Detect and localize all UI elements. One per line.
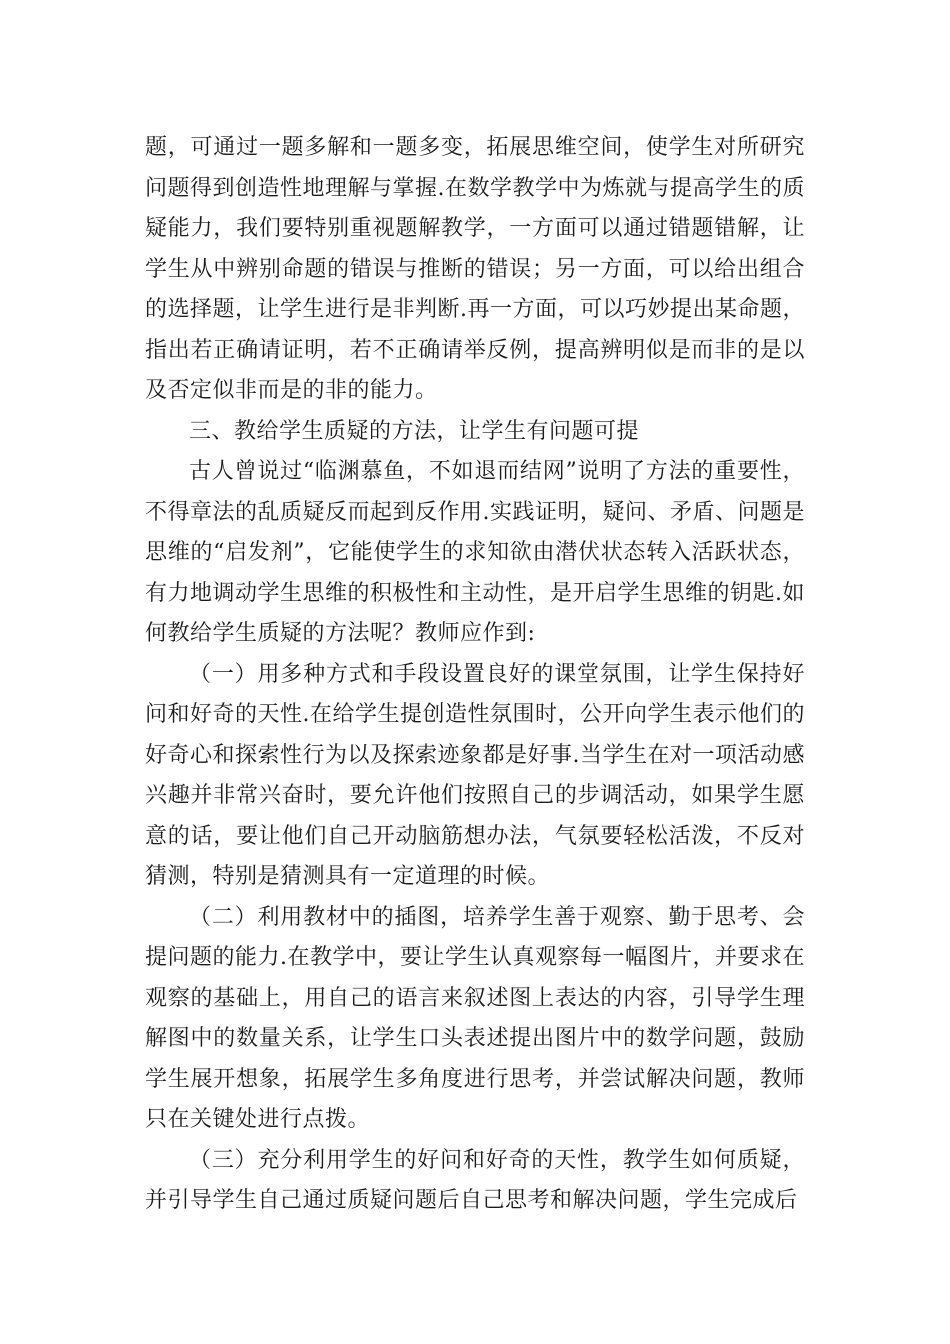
paragraph-method-importance: 古人曾说过“临渊慕鱼，不如退而结网”说明了方法的重要性，不得章法的乱质疑反而起到反作用.实践证明，疑问、矛盾、问题是思维的“启发剂”，它能使学生的求知欲由潜伏状态转入活跃状态，有力地调动学生思维的积极性和主动性，是开启学生思维的钥匙.如何教给学生质疑的方法呢？教师应作到: [145, 459, 805, 646]
paragraph-item-one: （一）用多种方式和手段设置良好的课堂氛围，让学生保持好问和好奇的天性.在给学生提创造性氛围时，公开向学生表示他们的好奇心和探索性行为以及探索迹象都是好事.当学生在对一项活动感兴趣并非常兴奋时，要允许他们按照自己的步调活动，如果学生愿意的话，要让他们自己开动脑筋想办法，气氛要轻松活泼，不反对猜测，特别是猜测具有一定道理的时候。 [145, 661, 805, 889]
paragraph-continuation: 题，可通过一题多解和一题多变，拓展思维空间，使学生对所研究问题得到创造性地理解与掌握.在数学教学中为炼就与提高学生的质疑能力，我们要特别重视题解教学，一方面可以通过错题错解，让学生从中辨别命题的错误与推断的错误；另一方面，可以给出组合的选择题，让学生进行是非判断.再一方面，可以巧妙提出某命题，指出若正确请证明，若不正确请举反例，提高辨明似是而非的是以及否定似非而是的非的能力。 [145, 135, 805, 403]
section-heading-three: 三、教给学生质疑的方法，让学生有问题可提 [189, 418, 640, 444]
paragraph-item-two: （二）利用教材中的插图，培养学生善于观察、勤于思考、会提问题的能力.在教学中，要让学生认真观察每一幅图片，并要求在观察的基础上，用自己的语言来叙述图上表达的内容，引导学生理解图中的数量关系，让学生口头表述提出图片中的数学问题，鼓励学生展开想象，拓展学生多角度进行思考，并尝试解决问题，教师只在关键处进行点拨。 [145, 904, 805, 1132]
document-body [145, 128, 805, 1222]
paragraph-item-three: （三）充分利用学生的好问和好奇的天性，教学生如何质疑，并引导学生自己通过质疑问题后自己思考和解决问题，学生完成后 [145, 1147, 805, 1213]
